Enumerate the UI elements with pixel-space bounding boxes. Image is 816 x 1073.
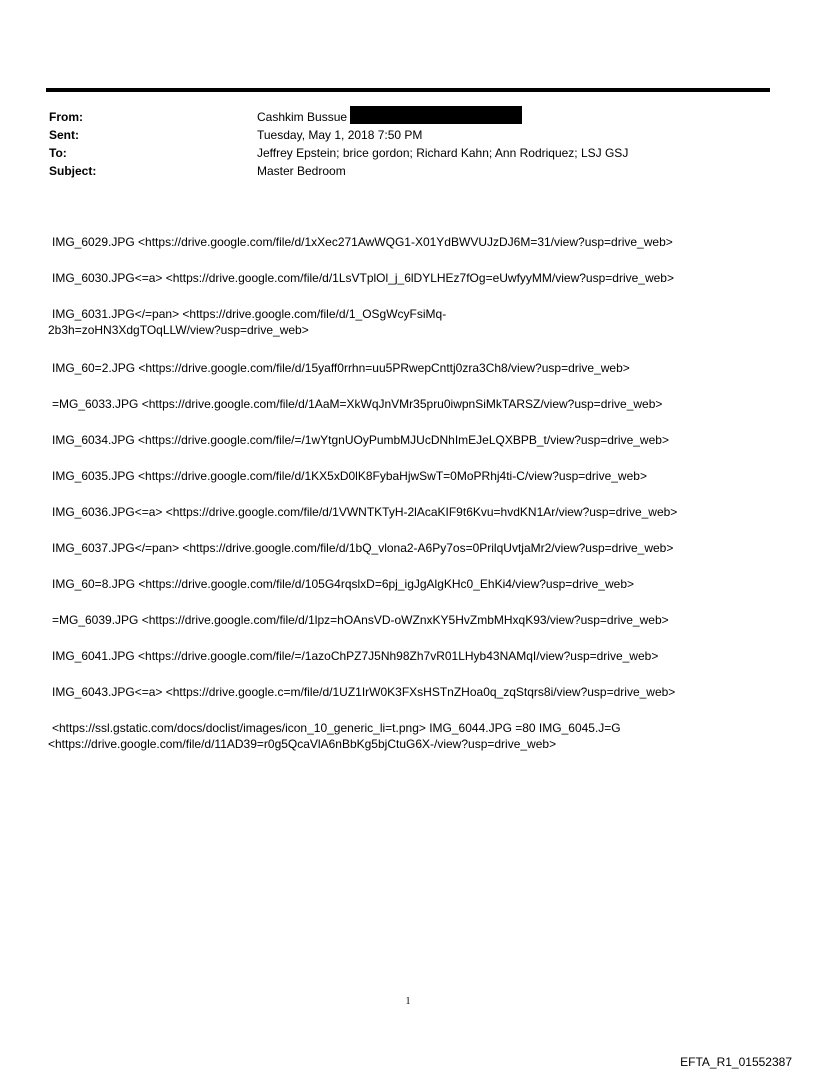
subject-label: Subject: xyxy=(49,164,97,178)
attachment-link[interactable]: IMG_6029.JPG <https://drive.google.com/file/d/1xXec271AwWQG1-X01YdBWVUJzDJ6M=31/view?usp=drive_web> xyxy=(52,235,673,249)
header-subject-row xyxy=(49,162,749,180)
attachment-link-part[interactable]: 2b3h=zoHN3XdgTOqLLW/view?usp=drive_web> xyxy=(48,323,309,337)
attachment-link[interactable]: IMG_60=2.JPG <https://drive.google.com/file/d/15yaff0rrhn=uu5PRwepCnttj0zra3Ch8/view?usp=drive_web> xyxy=(52,361,630,375)
to-value: Jeffrey Epstein; brice gordon; Richard Kahn; Ann Rodriquez; LSJ GSJ xyxy=(257,146,629,160)
attachment-link[interactable]: IMG_6037.JPG</=pan> <https://drive.google.com/file/d/1bQ_vlona2-A6Py7os=0PrilqUvtjaMr2/view?usp=drive_web> xyxy=(52,541,674,555)
subject-value: Master Bedroom xyxy=(257,164,346,178)
document-id: EFTA_R1_01552387 xyxy=(680,1055,792,1069)
attachment-link-part[interactable]: IMG_6031.JPG</=pan> <https://drive.google.com/file/d/1_OSgWcyFsiMq- xyxy=(52,307,447,321)
attachment-link-wrapped[interactable] xyxy=(48,306,447,338)
attachment-link[interactable]: IMG_60=8.JPG <https://drive.google.com/file/d/105G4rqslxD=6pj_igJgAlgKHc0_EhKi4/view?usp=drive_web> xyxy=(52,577,634,591)
attachment-link[interactable]: IMG_6035.JPG <https://drive.google.com/file/d/1KX5xD0lK8FybaHjwSwT=0MoPRhj4ti-C/view?usp=drive_web> xyxy=(52,469,647,483)
attachment-link[interactable]: =MG_6039.JPG <https://drive.google.com/file/d/1lpz=hOAnsVD-oWZnxKY5HvZmbMHxqK93/view?usp=drive_web> xyxy=(52,613,669,627)
redaction-box xyxy=(350,106,522,124)
header-sent-row xyxy=(49,126,749,144)
attachment-link[interactable]: IMG_6041.JPG <https://drive.google.com/file/=/1azoChPZ7J5Nh98Zh7vR01LHyb43NAMqI/view?usp=drive_web> xyxy=(52,649,659,663)
to-label: To: xyxy=(49,146,67,160)
header-to-row xyxy=(49,144,749,162)
attachment-link[interactable]: IMG_6030.JPG<=a> <https://drive.google.com/file/d/1LsVTplOl_j_6lDYLHEz7fOg=eUwfyyMM/view?usp=drive_web> xyxy=(52,271,674,285)
from-value: Cashkim Bussue xyxy=(257,110,348,124)
attachment-link[interactable]: IMG_6034.JPG <https://drive.google.com/file/=/1wYtgnUOyPumbMJUcDNhImEJeLQXBPB_t/view?usp=drive_web> xyxy=(52,433,669,447)
attachment-link-part[interactable]: <https://ssl.gstatic.com/docs/doclist/images/icon_10_generic_li=t.png> IMG_6044.JPG =80 IMG_6045.J=G xyxy=(52,721,621,735)
attachment-link[interactable]: =MG_6033.JPG <https://drive.google.com/file/d/1AaM=XkWqJnVMr35pru0iwpnSiMkTARSZ/view?usp=drive_web> xyxy=(52,397,663,411)
sent-label: Sent: xyxy=(49,128,79,142)
page-number: 1 xyxy=(405,996,411,1007)
header-rule xyxy=(46,88,770,92)
from-label: From: xyxy=(49,110,83,124)
attachment-link[interactable]: IMG_6043.JPG<=a> <https://drive.google.c=m/file/d/1UZ1IrW0K3FXsHSTnZHoa0q_zqStqrs8i/view?usp=drive_web> xyxy=(52,685,676,699)
attachment-link-part[interactable]: <https://drive.google.com/file/d/11AD39=r0g5QcaVlA6nBbKg5bjCtuG6X-/view?usp=drive_web> xyxy=(48,737,557,751)
attachment-link-wrapped[interactable] xyxy=(48,720,621,752)
sent-value: Tuesday, May 1, 2018 7:50 PM xyxy=(257,128,423,142)
attachment-link[interactable]: IMG_6036.JPG<=a> <https://drive.google.com/file/d/1VWNTKTyH-2lAcaKIF9t6Kvu=hvdKN1Ar/view?usp=drive_web> xyxy=(52,505,678,519)
